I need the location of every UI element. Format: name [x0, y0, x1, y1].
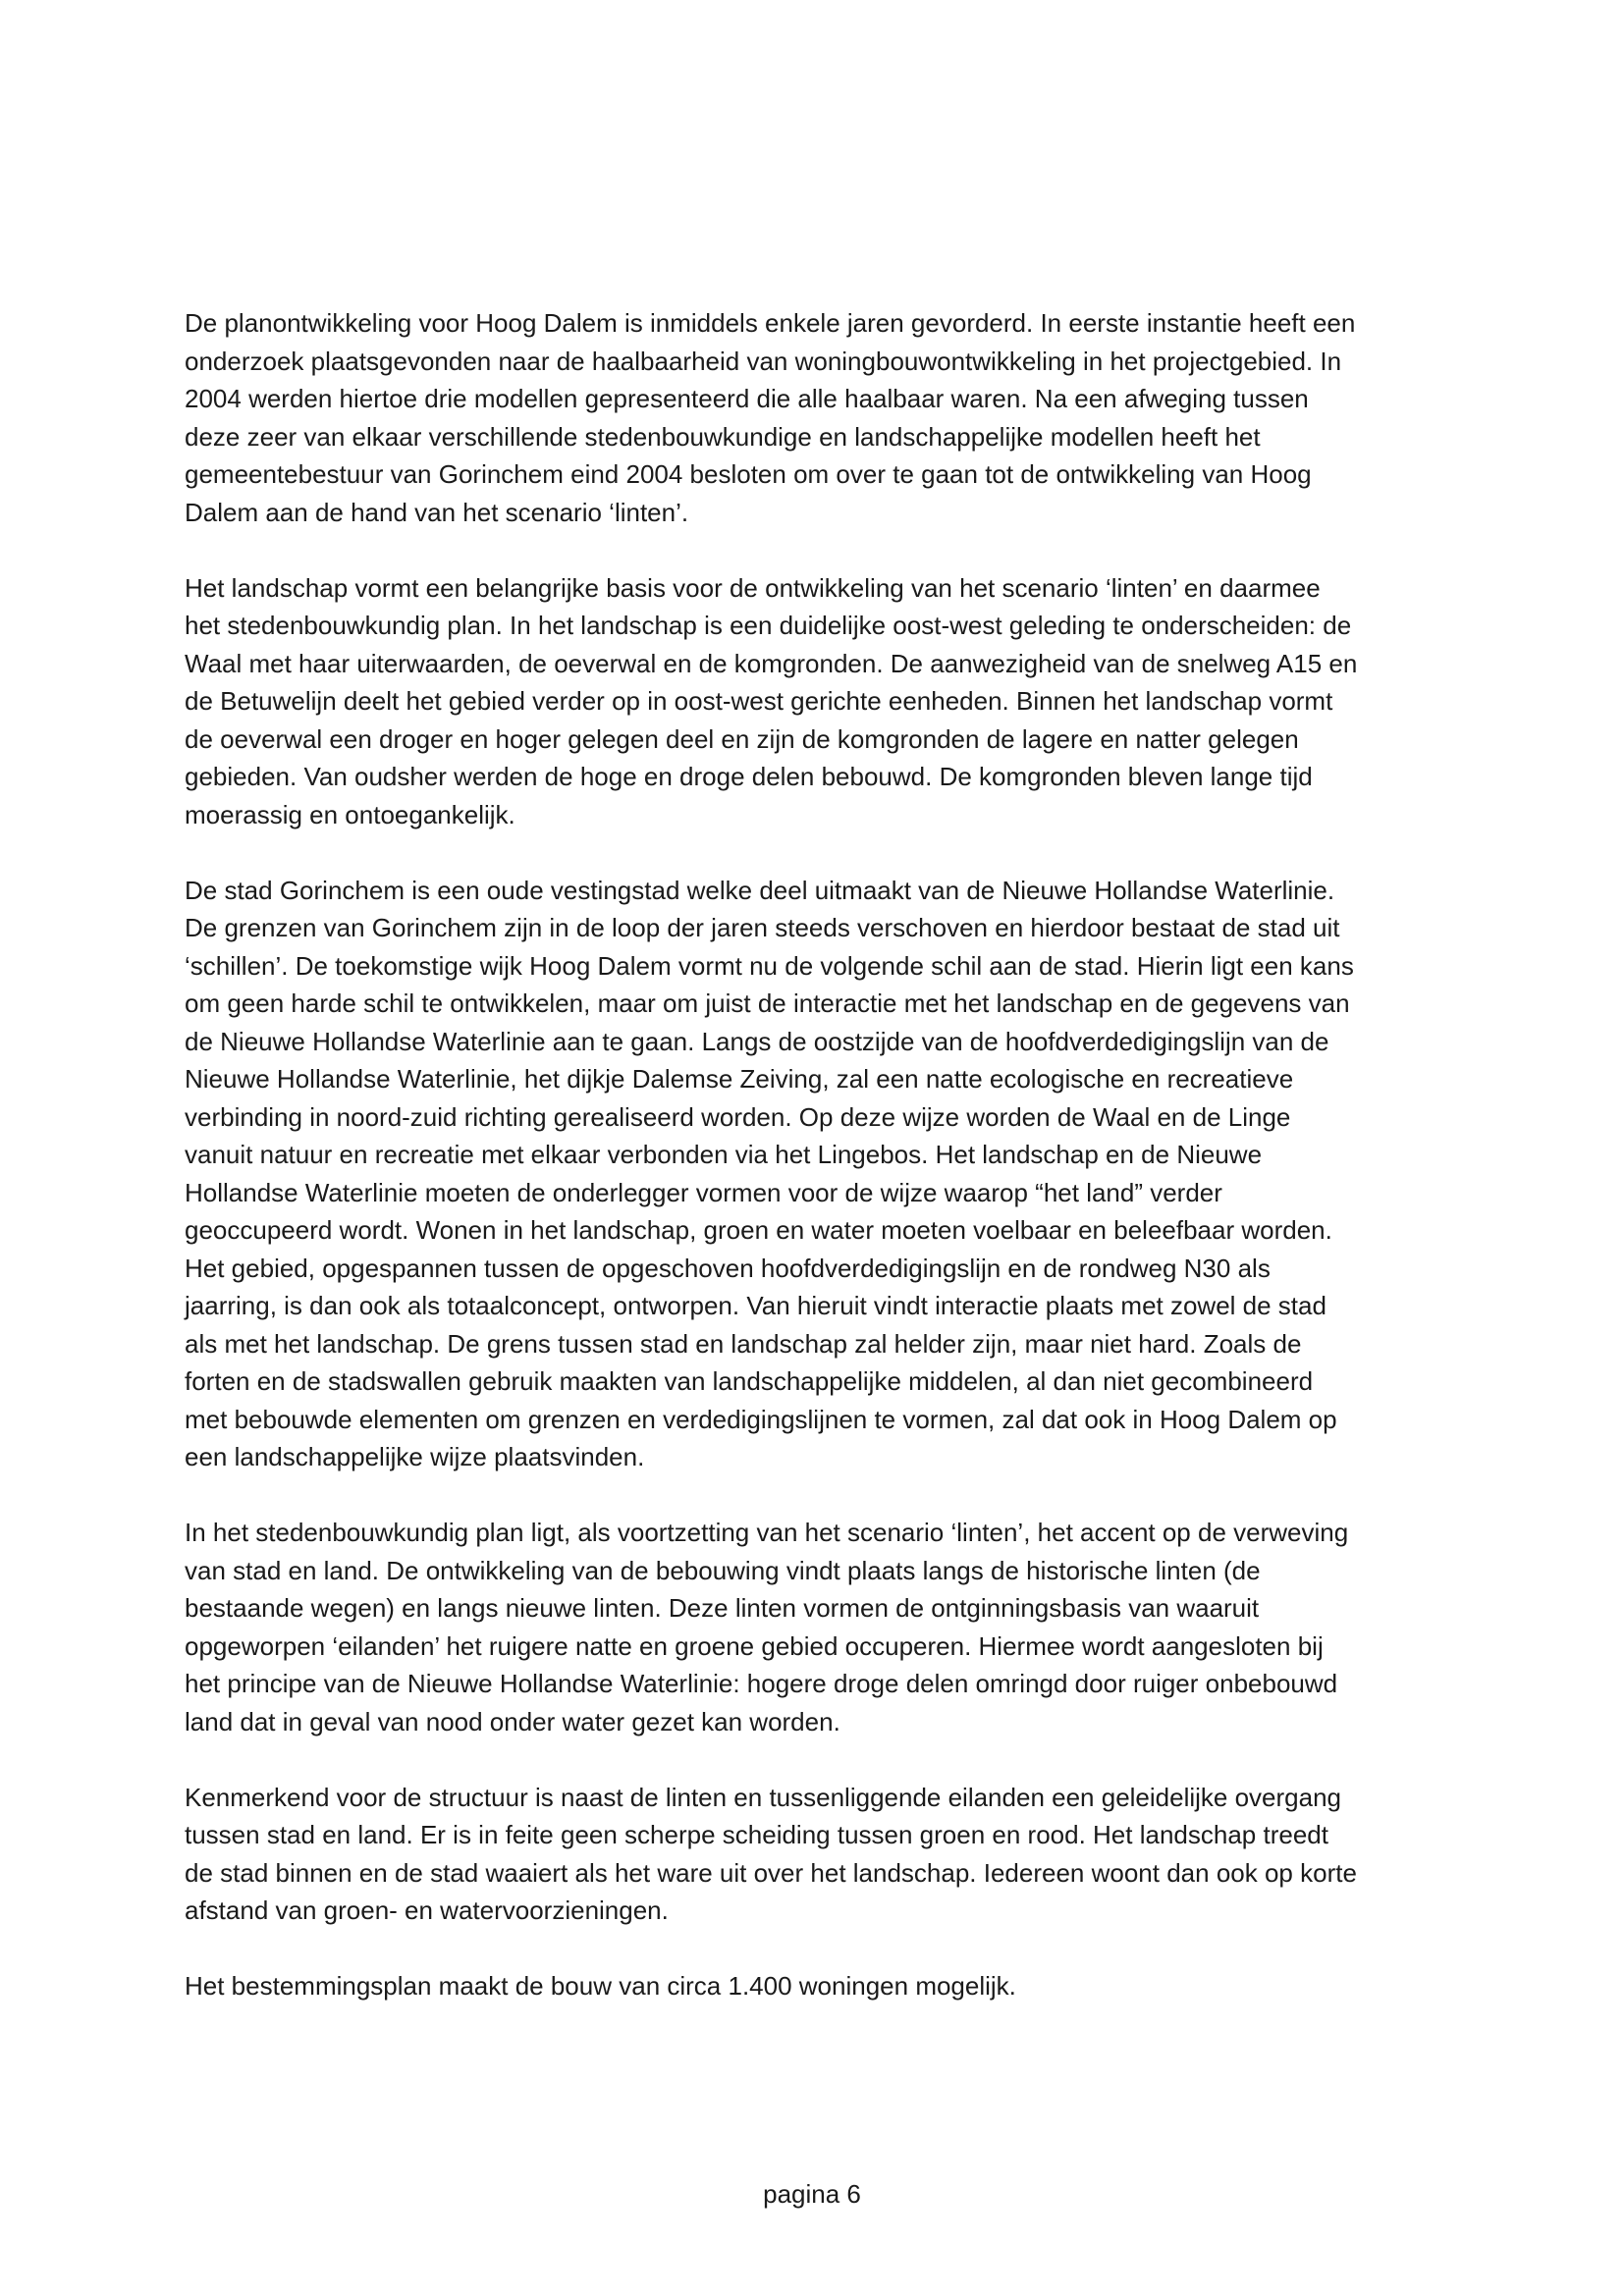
- text-line: De planontwikkeling voor Hoog Dalem is inmiddels enkele jaren gevorderd. In eerste instantie heeft een: [185, 308, 1356, 338]
- text-line: deze zeer van elkaar verschillende stedenbouwkundige en landschappelijke modellen heeft het: [185, 421, 1261, 452]
- text-line: afstand van groen- en watervoorzieningen.: [185, 1896, 669, 1925]
- text-line: het principe van de Nieuwe Hollandse Waterlinie: hogere droge delen omringd door ruiger onbebouwd: [185, 1669, 1338, 1698]
- paragraph: [185, 1967, 1461, 2005]
- text-line: land dat in geval van nood onder water gezet kan worden.: [185, 1706, 840, 1736]
- text-line: onderzoek plaatsgevonden naar de haalbaarheid van woningbouwontwikkeling in het projectgebied. In: [185, 346, 1342, 376]
- paragraph: [185, 1514, 1461, 1740]
- text-line: de Nieuwe Hollandse Waterlinie aan te gaan. Langs de oostzijde van de hoofdverdedigingslijn van de: [185, 1026, 1329, 1056]
- text-line: tussen stad en land. Er is in feite geen scherpe scheiding tussen groen en rood. Het landschap treedt: [185, 1820, 1328, 1849]
- text-line: Hollandse Waterlinie moeten de onderlegger vormen voor de wijze waarop “het land” verder: [185, 1177, 1222, 1207]
- text-line: 2004 werden hiertoe drie modellen gepresenteerd die alle haalbaar waren. Na een afweging tussen: [185, 384, 1309, 413]
- text-line: ‘schillen’. De toekomstige wijk Hoog Dalem vormt nu de volgende schil aan de stad. Hierin ligt een kans: [185, 950, 1354, 981]
- text-line: Het landschap vormt een belangrijke basis voor de ontwikkeling van het scenario ‘linten’ en daarmee: [185, 572, 1321, 603]
- text-line: Dalem aan de hand van het scenario ‘linten’.: [185, 497, 689, 527]
- text-line: verbinding in noord-zuid richting gerealiseerd worden. Op deze wijze worden de Waal en de Linge: [185, 1101, 1291, 1132]
- text-line: moerassig en ontoegankelijk.: [185, 799, 515, 829]
- text-line: het stedenbouwkundig plan. In het landschap is een duidelijke oost-west geleding te onderscheiden: de: [185, 611, 1352, 640]
- text-line: om geen harde schil te ontwikkelen, maar om juist de interactie met het landschap en de gegevens van: [185, 988, 1350, 1018]
- text-line: met bebouwde elementen om grenzen en verdedigingslijnen te vormen, zal dat ook in Hoog Dalem op: [185, 1404, 1337, 1434]
- paragraph: [185, 304, 1461, 531]
- text-line: opgeworpen ‘eilanden’ het ruigere natte en groene gebied occuperen. Hiermee wordt aangesloten bij: [185, 1630, 1324, 1661]
- text-line: van stad en land. De ontwikkeling van de bebouwing vindt plaats langs de historische linten (de: [185, 1555, 1261, 1585]
- text-line: de stad binnen en de stad waaiert als het ware uit over het landschap. Iedereen woont dan ook op korte: [185, 1857, 1357, 1888]
- text-line: Het gebied, opgespannen tussen de opgeschoven hoofdverdedigingslijn en de rondweg N30 als: [185, 1253, 1271, 1283]
- text-line: Het bestemmingsplan maakt de bouw van circa 1.400 woningen mogelijk.: [185, 1971, 1016, 2001]
- paragraph: [185, 569, 1461, 834]
- text-line: In het stedenbouwkundig plan ligt, als voortzetting van het scenario ‘linten’, het accent op de verweving: [185, 1518, 1349, 1547]
- text-line: Waal met haar uiterwaarden, de oeverwal en de komgronden. De aanwezigheid van de snelweg A15 en: [185, 648, 1358, 678]
- text-line: De stad Gorinchem is een oude vestingstad welke deel uitmaakt van de Nieuwe Hollandse Waterlinie.: [185, 875, 1335, 905]
- paragraph: [185, 1779, 1461, 1930]
- paragraph: [185, 872, 1461, 1476]
- text-line: Nieuwe Hollandse Waterlinie, het dijkje Dalemse Zeiving, zal een natte ecologische en recreatieve: [185, 1064, 1294, 1094]
- text-line: Kenmerkend voor de structuur is naast de linten en tussenliggende eilanden een geleidelijke overgang: [185, 1782, 1342, 1812]
- text-line: De grenzen van Gorinchem zijn in de loop der jaren steeds verschoven en hierdoor bestaat de stad uit: [185, 913, 1340, 942]
- text-line: gebieden. Van oudsher werden de hoge en droge delen bebouwd. De komgronden bleven lange tijd: [185, 762, 1313, 791]
- page-number: pagina 6: [763, 2179, 861, 2209]
- text-line: forten en de stadswallen gebruik maakten van landschappelijke middelen, al dan niet gecombineerd: [185, 1366, 1314, 1396]
- text-line: jaarring, is dan ook als totaalconcept, ontworpen. Van hieruit vindt interactie plaats met zowel de stad: [185, 1291, 1326, 1320]
- text-line: vanuit natuur en recreatie met elkaar verbonden via het Lingebos. Het landschap en de Nieuwe: [185, 1140, 1263, 1169]
- text-line: bestaande wegen) en langs nieuwe linten. Deze linten vormen de ontginningsbasis van waaruit: [185, 1593, 1260, 1623]
- text-line: de oeverwal een droger en hoger gelegen deel en zijn de komgronden de lagere en natter gelegen: [185, 723, 1299, 754]
- body-text: [185, 304, 1461, 2043]
- text-line: als met het landschap. De grens tussen stad en landschap zal helder zijn, maar niet hard. Zoals de: [185, 1328, 1302, 1359]
- text-line: de Betuwelijn deelt het gebied verder op in oost-west gerichte eenheden. Binnen het landschap vormt: [185, 686, 1333, 716]
- text-line: geoccupeerd wordt. Wonen in het landschap, groen en water moeten voelbaar en beleefbaar worden.: [185, 1215, 1332, 1245]
- text-line: gemeentebestuur van Gorinchem eind 2004 besloten om over te gaan tot de ontwikkeling van Hoog: [185, 459, 1312, 489]
- text-line: een landschappelijke wijze plaatsvinden.: [185, 1442, 645, 1471]
